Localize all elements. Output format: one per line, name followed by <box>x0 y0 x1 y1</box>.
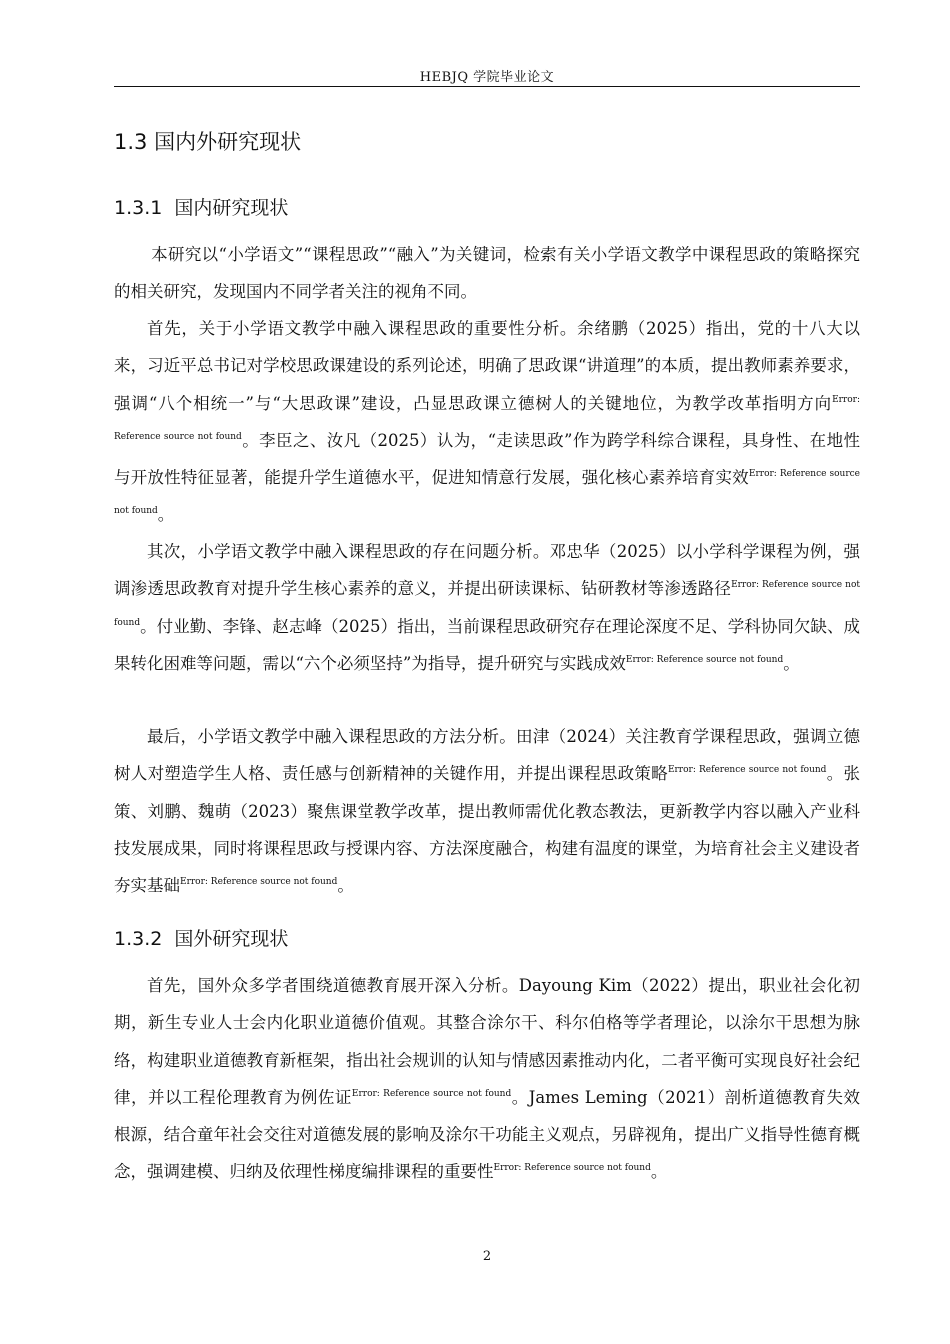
paragraph-text: 本研究以“小学语文”“课程思政”“融入”为关键词，检索有关小学语文教学中课程思政的策略探究的相关研究，发现国内不同学者关注的视角不同。 <box>114 245 860 302</box>
paragraph-text: 。付业勤、李锋、赵志峰（2025）指出，当前课程思政研究存在理论深度不足、学科协同欠缺、成果转化困难等问题，需以“六个必须坚持”为指导，提升研究与实践成效 <box>114 616 860 673</box>
reference-error: Error: Reference source not found <box>180 877 338 888</box>
paragraph-text: 。 <box>157 505 175 525</box>
paragraph-text: 其次，小学语文教学中融入课程思政的存在问题分析。邓忠华（2025）以小学科学课程为例，强调渗透思政教育对提升学生核心素养的意义，并提出研读课标、钻研教材等渗透路径 <box>114 542 860 599</box>
paragraph-text: 。李臣之、汝凡（2025）认为，“走读思政”作为跨学科综合课程，具身性、在地性与开放性特征显著，能提升学生道德水平，促进知情意行发展，强化核心素养培育实效 <box>114 430 860 488</box>
paragraph-text: 。 <box>650 1162 668 1182</box>
subsection-number: 1.3.1 <box>114 197 163 219</box>
paragraph-problems <box>114 533 860 682</box>
reference-error: Error: Reference source not found <box>493 1163 651 1174</box>
reference-error: Error: Reference source not found <box>625 654 784 665</box>
page-number: 2 <box>482 1249 492 1264</box>
reference-error: Error: Reference source not found <box>114 394 860 442</box>
paragraph-text: 。 <box>783 653 800 673</box>
subsection-heading-domestic <box>114 193 288 220</box>
paragraph-intro <box>114 236 860 311</box>
subsection-title: 国外研究现状 <box>174 928 289 950</box>
subsection-number: 1.3.2 <box>114 928 163 950</box>
paragraph-methods <box>114 718 860 904</box>
paragraph-text: 。张策、刘鹏、魏萌（2023）聚焦课堂教学改革，提出教师需优化教态教法，更新教学内容以融入产业科技发展成果，同时将课程思政与授课内容、方法深度融合，构建有温度的课堂，为培育社会主义建设者夯实基础 <box>114 764 861 896</box>
reference-error: Error: Reference source not found <box>351 1088 512 1099</box>
subsection-heading-foreign <box>114 924 288 951</box>
paragraph-importance <box>114 310 860 534</box>
reference-error: Error: Reference source not found <box>114 469 861 517</box>
paragraph-text: 。 <box>337 876 354 896</box>
paragraph-text: 最后，小学语文教学中融入课程思政的方法分析。田津（2024）关注教育学课程思政，强调立德树人对塑造学生人格、责任感与创新精神的关键作用，并提出课程思政策略 <box>114 727 860 784</box>
header-divider <box>114 86 860 87</box>
paragraph-text: 。James Leming（2021）剖析道德教育失效根源，结合童年社会交往对道德发展的影响及涂尔干功能主义观点，另辟视角，提出广义指导性德育概念，强调建模、归纳及依理性梯度编排课程的重要性 <box>114 1087 861 1182</box>
reference-error: Error: Reference source not found <box>667 765 827 776</box>
paragraph-text: 首先，关于小学语文教学中融入课程思政的重要性分析。余绪鹏（2025）指出，党的十八大以来，习近平总书记对学校思政课建设的系列论述，明确了思政课“讲道理”的本质，提出教师素养要求，强调“八个相统一”与“大思政课”建设，凸显思政课立德树人的关键地位，为教学改革指明方向 <box>114 319 860 413</box>
section-heading: 1.3 国内外研究现状 <box>114 130 302 154</box>
paragraph-foreign-studies <box>114 967 860 1191</box>
subsection-title: 国内研究现状 <box>174 197 289 219</box>
page-header: HEBJQ 学院毕业论文 <box>419 70 555 85</box>
reference-error: Error: Reference source not found <box>114 580 860 628</box>
paragraph-text: 首先，国外众多学者围绕道德教育展开深入分析。Dayoung Kim（2022）提出，职业社会化初期，新生专业人士会内化职业道德价值观。其整合涂尔干、科尔伯格等学者理论，以涂尔干思想为脉络，构建职业道德教育新框架，指出社会规训的认知与情感因素推动内化，二者平衡可实现良好社会纪律，并以工程伦理教育为例佐证 <box>114 976 860 1107</box>
